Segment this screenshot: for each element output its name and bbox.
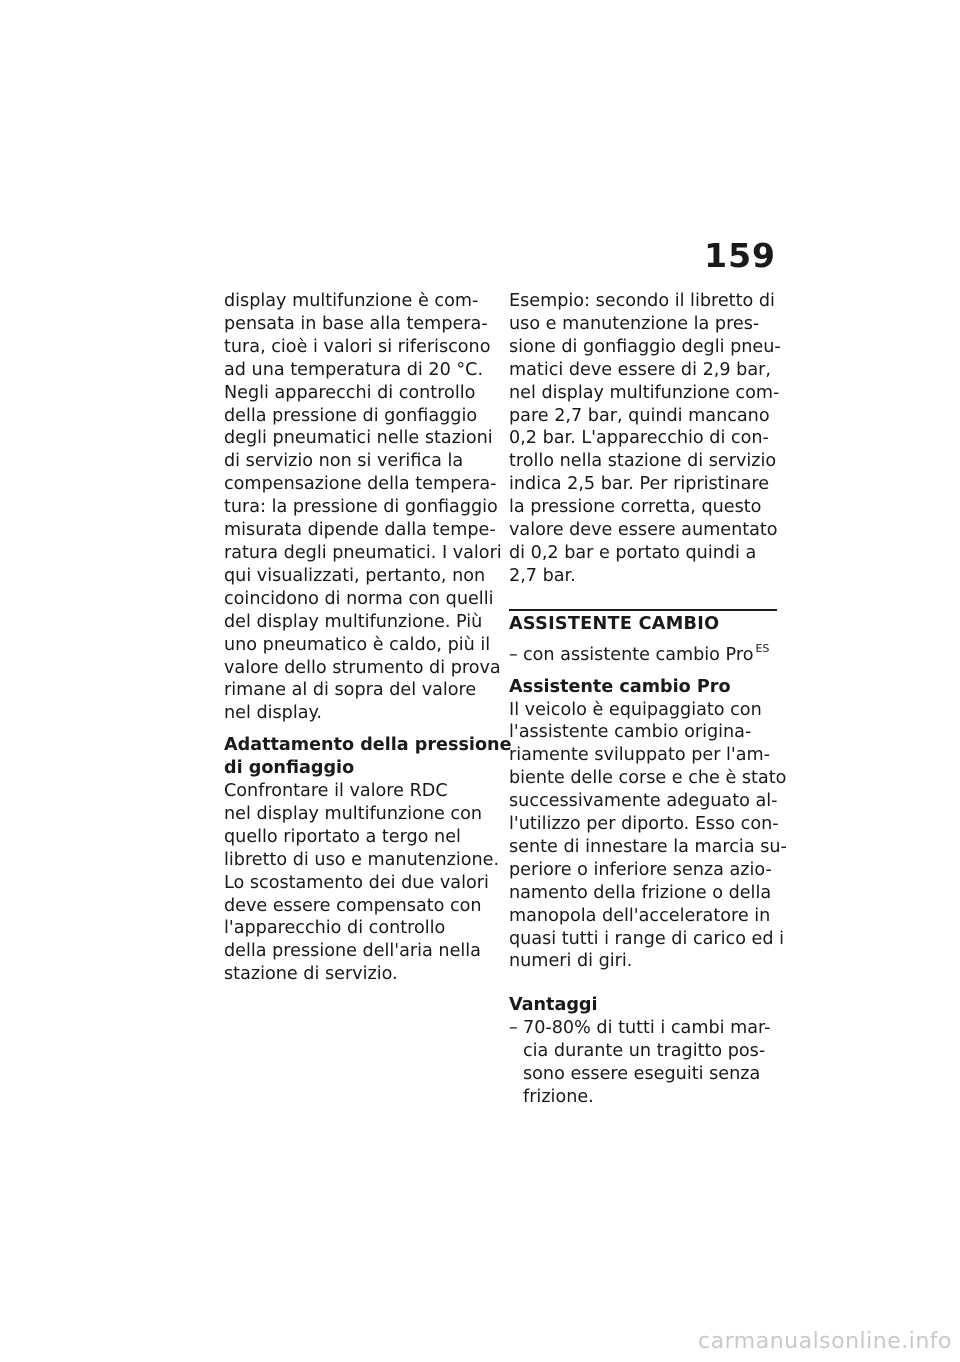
heading-pressure-adjustment bbox=[224, 734, 512, 780]
text-line: l'utilizzo per diporto. Esso con- bbox=[509, 814, 779, 835]
text-line: nel display multifunzione com- bbox=[509, 382, 780, 403]
dash-marker: – bbox=[509, 1018, 518, 1039]
text-line: nel display multifunzione con bbox=[224, 803, 483, 824]
text-line: pare 2,7 bar, quindi mancano bbox=[509, 405, 770, 426]
text-line: sione di gonfiaggio degli pneu- bbox=[509, 336, 781, 357]
heading-line: Adattamento della pressione bbox=[224, 735, 512, 756]
text-line: uso e manutenzione la pres- bbox=[509, 313, 760, 334]
text-line: di servizio non si verifica la bbox=[224, 451, 464, 472]
advantages-list bbox=[509, 1017, 777, 1109]
paragraph-compare-rdc bbox=[224, 780, 500, 986]
text-line: della pressione di gonfiaggio bbox=[224, 405, 478, 426]
text-line: tura, cioè i valori si riferiscono bbox=[224, 336, 491, 357]
text-line: frizione. bbox=[523, 1087, 594, 1107]
text-line: periore o inferiore senza azio- bbox=[509, 859, 772, 880]
text-line: Esempio: secondo il libretto di bbox=[509, 291, 775, 311]
text-line: numeri di giri. bbox=[509, 951, 633, 972]
text-line: Negli apparecchi di controllo bbox=[224, 382, 476, 403]
section-title-gear-assistant: ASSISTENTE CAMBIO bbox=[509, 609, 777, 636]
dash-marker: – bbox=[509, 644, 518, 665]
text-line: sente di innestare la marcia su- bbox=[509, 836, 787, 857]
text-line: tura: la pressione di gonfiaggio bbox=[224, 497, 498, 518]
text-line: 70-80% di tutti i cambi mar- bbox=[523, 1018, 771, 1039]
text-line: indica 2,5 bar. Per ripristinare bbox=[509, 474, 770, 495]
text-line: display multifunzione è com- bbox=[224, 291, 479, 311]
text-line: rimane al di sopra del valore bbox=[224, 680, 477, 701]
subheading-gear-assistant-pro: Assistente cambio Pro bbox=[509, 676, 731, 697]
text-line: deve essere compensato con bbox=[224, 895, 482, 916]
option-superscript: ES bbox=[755, 641, 770, 655]
text-line: Il veicolo è equipaggiato con bbox=[509, 699, 762, 720]
heading-line: di gonfiaggio bbox=[224, 758, 355, 779]
list-item bbox=[509, 1017, 777, 1040]
text-line: stazione di servizio. bbox=[224, 964, 398, 985]
text-line: l'apparecchio di controllo bbox=[224, 918, 446, 939]
text-line: ad una temperatura di 20 °C. bbox=[224, 359, 484, 380]
text-line: pensata in base alla tempera- bbox=[224, 313, 488, 334]
right-column bbox=[509, 290, 787, 1109]
text-line: uno pneumatico è caldo, più il bbox=[224, 634, 491, 655]
left-column bbox=[224, 290, 512, 986]
text-line: valore dello strumento di prova bbox=[224, 657, 501, 678]
text-line: la pressione corretta, questo bbox=[509, 497, 762, 518]
text-line: Lo scostamento dei due valori bbox=[224, 872, 489, 893]
paragraph-temperature-compensation bbox=[224, 290, 502, 725]
text-line: trollo nella stazione di servizio bbox=[509, 451, 777, 472]
paragraph-example bbox=[509, 290, 781, 588]
text-line: libretto di uso e manutenzione. bbox=[224, 849, 500, 870]
text-line: 2,7 bar. bbox=[509, 565, 576, 586]
text-line: valore deve essere aumentato bbox=[509, 520, 778, 541]
text-line: compensazione della tempera- bbox=[224, 474, 497, 495]
text-line: della pressione dell'aria nella bbox=[224, 941, 481, 962]
text-line: 0,2 bar. L'apparecchio di con- bbox=[509, 428, 769, 449]
subheading-advantages: Vantaggi bbox=[509, 995, 598, 1016]
text-line: degli pneumatici nelle stazioni bbox=[224, 428, 493, 449]
text-line: matici deve essere di 2,9 bar, bbox=[509, 359, 771, 380]
text-line: misurata dipende dalla tempe- bbox=[224, 520, 496, 541]
option-line bbox=[509, 638, 777, 667]
option-text: con assistente cambio Pro bbox=[523, 644, 754, 665]
text-line: manopola dell'acceleratore in bbox=[509, 905, 771, 926]
text-line: quasi tutti i range di carico ed i bbox=[509, 928, 785, 949]
paragraph-description bbox=[509, 699, 787, 974]
text-line: biente delle corse e che è stato bbox=[509, 768, 787, 789]
text-line: Confrontare il valore RDC bbox=[224, 781, 448, 802]
text-line: riamente sviluppato per l'am- bbox=[509, 745, 771, 766]
text-line: l'assistente cambio origina- bbox=[509, 722, 752, 743]
text-line: successivamente adeguato al- bbox=[509, 791, 778, 812]
text-line: sono essere eseguiti senza bbox=[523, 1064, 761, 1085]
watermark: carmanualsonline.info bbox=[698, 1329, 952, 1354]
text-line: del display multifunzione. Più bbox=[224, 611, 483, 632]
text-line: cia durante un tragitto pos- bbox=[523, 1041, 766, 1062]
text-line: coincidono di norma con quelli bbox=[224, 588, 494, 609]
page-number: 159 bbox=[704, 236, 776, 275]
text-line: quello riportato a tergo nel bbox=[224, 826, 461, 847]
text-line: qui visualizzati, pertanto, non bbox=[224, 565, 486, 586]
text-line: namento della frizione o della bbox=[509, 882, 772, 903]
text-line: di 0,2 bar e portato quindi a bbox=[509, 542, 757, 563]
text-line: ratura degli pneumatici. I valori bbox=[224, 542, 502, 563]
text-line: nel display. bbox=[224, 703, 323, 724]
